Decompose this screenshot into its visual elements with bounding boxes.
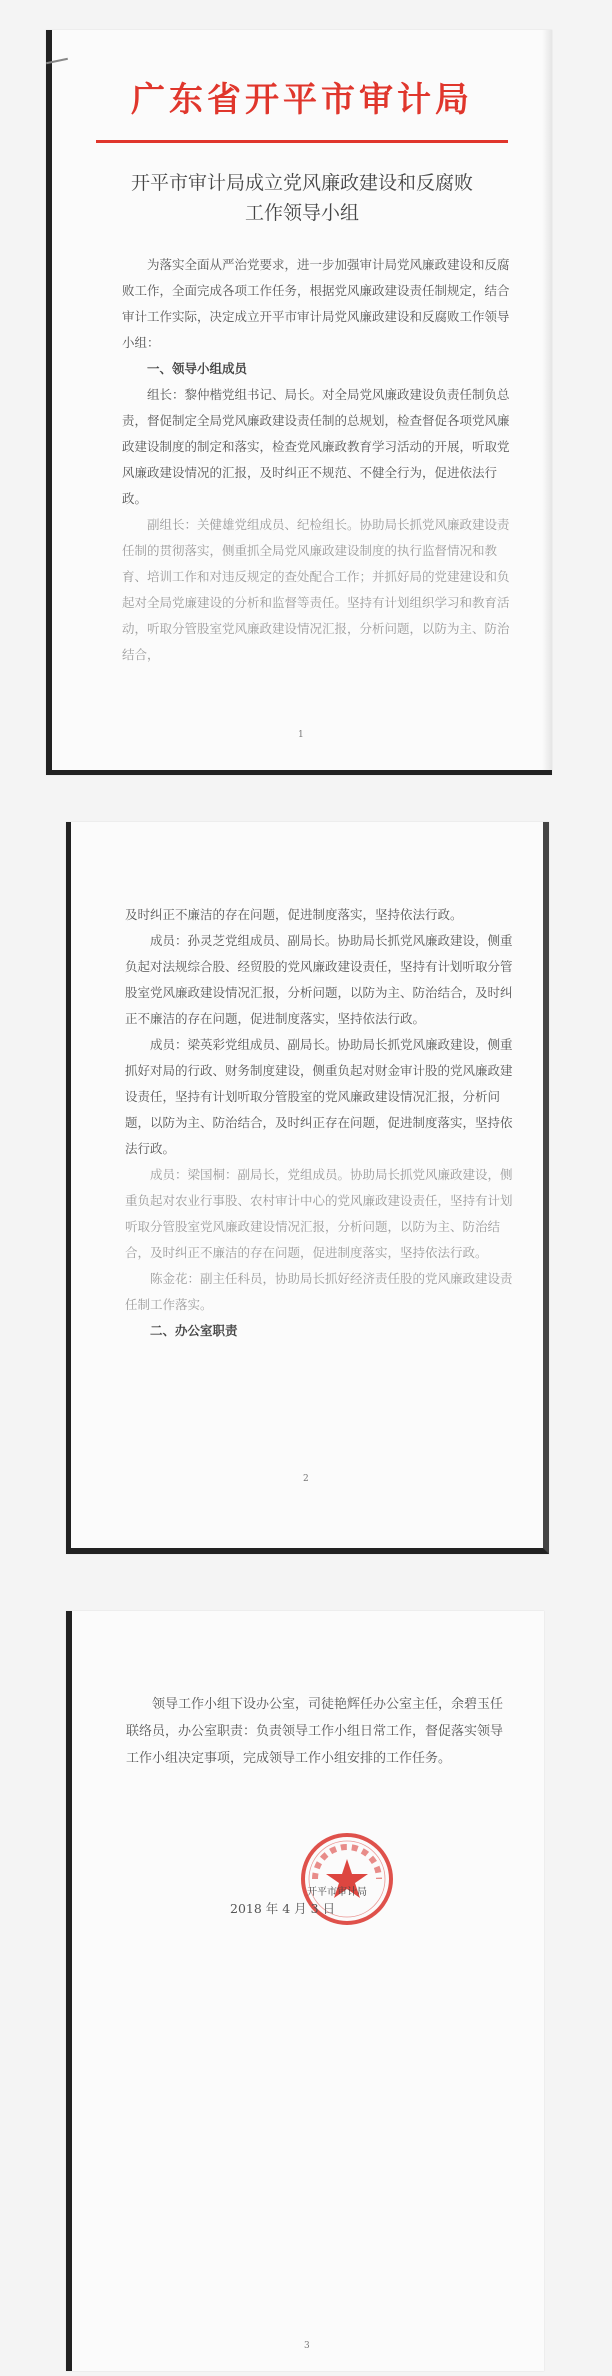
title-line-1: 开平市审计局成立党风廉政建设和反腐败 bbox=[130, 172, 473, 194]
page1-body bbox=[122, 252, 510, 668]
scan-edge bbox=[542, 30, 552, 770]
office-duties-paragraph: 领导工作小组下设办公室，司徒艳辉任办公室主任，余碧玉任联络员，办公室职责：负责领导工作小组日常工作，督促落实领导工作小组决定事项，完成领导工作小组安排的工作任务。 bbox=[126, 1697, 504, 1766]
page-number: 1 bbox=[298, 730, 304, 740]
page-number: 2 bbox=[303, 1474, 309, 1484]
letterhead-red-line bbox=[96, 140, 508, 143]
page3-body bbox=[126, 1691, 510, 1772]
intro-paragraph: 为落实全面从严治党要求，进一步加强审计局党风廉政建设和反腐败工作，全面完成各项工作任务，根据党风廉政建设责任制规定，结合审计工作实际，决定成立开平市审计局党风廉政建设和反腐败工作领导小组： bbox=[122, 257, 510, 350]
member-paragraph-1: 成员：孙灵芝党组成员、副局长。协助局长抓党风廉政建设，侧重负起对法规综合股、经贸股的党风廉政建设责任，坚持有计划听取分管股室党风廉政建设情况汇报，分析问题，以防为主、防治结合，及时纠正不廉洁的存在问题，促进制度落实，坚持依法行政。 bbox=[125, 933, 513, 1026]
issue-date: 2018 年 4 月 3 日 bbox=[230, 1901, 336, 1916]
continuation-paragraph: 及时纠正不廉洁的存在问题，促进制度落实，坚持依法行政。 bbox=[125, 907, 463, 922]
member-paragraph-4: 陈金花：副主任科员，协助局长抓好经济责任股的党风廉政建设责任制工作落实。 bbox=[125, 1271, 513, 1312]
document-page-2 bbox=[66, 822, 549, 1554]
deputy-paragraph: 副组长：关健雄党组成员、纪检组长。协助局长抓党风廉政建设责任制的贯彻落实，侧重抓全局党风廉政建设制度的执行监督情况和教育、培训工作和对违反规定的查处配合工作；并抓好局的党建建设和负起对全局党廉建设的分析和监督等责任。坚持有计划组织学习和教育活动，听取分管股室党风廉政建设情况汇报，分析问题，以防为主、防治结合， bbox=[122, 517, 510, 662]
section-heading-2: 二、办公室职责 bbox=[150, 1323, 238, 1338]
member-paragraph-3: 成员：梁国桐：副局长，党组成员。协助局长抓党风廉政建设，侧重负起对农业行事股、农村审计中心的党风廉政建设责任，坚持有计划听取分管股室党风廉政建设情况汇报，分析问题，以防为主、防治结合，及时纠正不廉洁的存在问题，促进制度落实，坚持依法行政。 bbox=[125, 1167, 513, 1260]
page-number: 3 bbox=[304, 2341, 310, 2351]
section-heading-1: 一、领导小组成员 bbox=[147, 361, 248, 376]
document-title bbox=[112, 168, 492, 228]
seal-signature: 开平市审计局 bbox=[307, 1887, 367, 1898]
title-line-2: 工作领导小组 bbox=[244, 202, 359, 224]
document-page-1 bbox=[46, 30, 552, 775]
document-page-3 bbox=[66, 1611, 544, 2371]
page2-body bbox=[125, 902, 513, 1344]
member-paragraph-2: 成员：梁英彩党组成员、副局长。协助局长抓党风廉政建设，侧重抓好对局的行政、财务制度建设，侧重负起对财金审计股的党风廉政建设责任，坚持有计划听取分管股室的党风廉政建设情况汇报，分析问题，以防为主、防治结合，及时纠正存在问题，促进制度落实，坚持依法行政。 bbox=[125, 1037, 513, 1156]
leader-paragraph: 组长：黎仲楷党组书记、局长。对全局党风廉政建设负责任制负总责，督促制定全局党风廉政建设责任制的总规划，检查督促各项党风廉政建设制度的制定和落实，检查党风廉政教育学习活动的开展，听取党风廉政建设情况的汇报，及时纠正不规范、不健全行为，促进依法行政。 bbox=[122, 387, 510, 506]
letterhead-title: 广东省开平市审计局 bbox=[131, 80, 473, 120]
